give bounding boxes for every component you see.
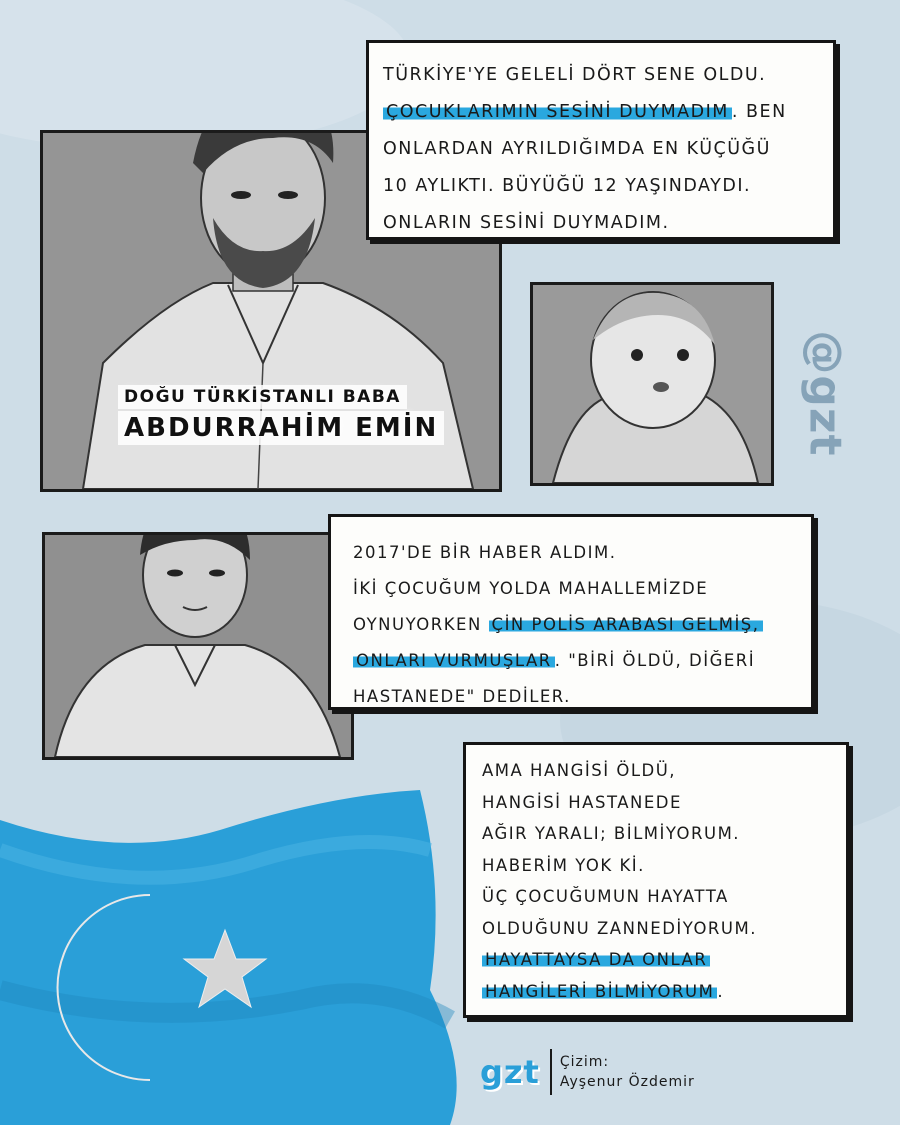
credit-text [560, 1052, 695, 1092]
box2-line-2: İKİ ÇOCUĞUM YOLDA MAHALLEMİZDE [353, 579, 709, 598]
box2-line-1: 2017'DE BİR HABER ALDIM. [353, 543, 617, 562]
handle-text: @gzt [799, 329, 851, 457]
speech-box-1 [366, 40, 836, 240]
box1-line-4: 10 AYLIKTI. BÜYÜĞÜ 12 YAŞINDAYDI. [383, 176, 752, 196]
box1-line-1: TÜRKİYE'YE GELELİ DÖRT SENE OLDU. [383, 65, 767, 85]
box3-line-5: ÜÇ ÇOCUĞUMUN HAYATTA [482, 887, 729, 906]
box3-line-4: HABERİM YOK Kİ. [482, 855, 645, 875]
credit-block [480, 1046, 695, 1098]
caption-name: ABDURRAHİM EMİN [118, 411, 444, 445]
box2-line-3 [353, 607, 801, 643]
credit-label: Çizim: [559, 1054, 610, 1070]
boy-sketch-image [45, 535, 351, 757]
box3-line-8-rest: . [717, 981, 725, 1001]
speech-box-3 [463, 742, 849, 1018]
box2-highlight-2: ONLARI VURMUŞLAR [353, 651, 555, 670]
baby-sketch-image [533, 285, 771, 483]
caption-subtitle: DOĞU TÜRKİSTANLI BABA [118, 385, 407, 409]
gzt-logo: gzt [480, 1053, 540, 1091]
social-handle [780, 318, 870, 468]
east-turkestan-flag [0, 790, 470, 1125]
box3-line-6: OLDUĞUNU ZANNEDİYORUM. [482, 918, 757, 938]
box3-line-1: AMA HANGİSİ ÖLDÜ, [482, 761, 677, 780]
box1-line-5: ONLARIN SESİNİ DUYMADIM. [383, 213, 670, 233]
box3-highlight-2: HANGİLERİ BİLMİYORUM [482, 982, 717, 1001]
box2-line-4-rest: . "BİRİ ÖLDÜ, DİĞERİ [554, 651, 756, 670]
box2-line-3-pre: OYNUYORKEN [353, 615, 489, 634]
box2-line-4 [353, 643, 801, 679]
box3-line-8 [482, 976, 836, 1008]
baby-portrait-panel [530, 282, 774, 486]
boy-portrait-panel [42, 532, 354, 760]
box1-line-2-rest: . BEN [731, 102, 787, 122]
credit-divider [550, 1049, 552, 1095]
box3-line-7 [482, 944, 836, 976]
box1-line-3: ONLARDAN AYRILDIĞIMDA EN KÜÇÜĞÜ [383, 139, 771, 159]
box3-line-2: HANGİSİ HASTANEDE [482, 792, 682, 812]
credit-artist: Ayşenur Özdemir [559, 1074, 695, 1090]
box1-highlight: ÇOCUKLARIMIN SESİNİ DUYMADIM [383, 102, 732, 122]
box3-line-3: AĞIR YARALI; BİLMİYORUM. [482, 824, 741, 843]
father-caption [118, 385, 439, 445]
speech-box-2 [328, 514, 814, 710]
box2-line-5: HASTANEDE" DEDİLER. [353, 687, 571, 706]
box3-highlight-1: HAYATTAYSA DA ONLAR [482, 950, 710, 969]
box1-line-2 [383, 94, 823, 131]
box2-highlight-1: ÇİN POLİS ARABASI GELMİŞ, [489, 615, 763, 634]
